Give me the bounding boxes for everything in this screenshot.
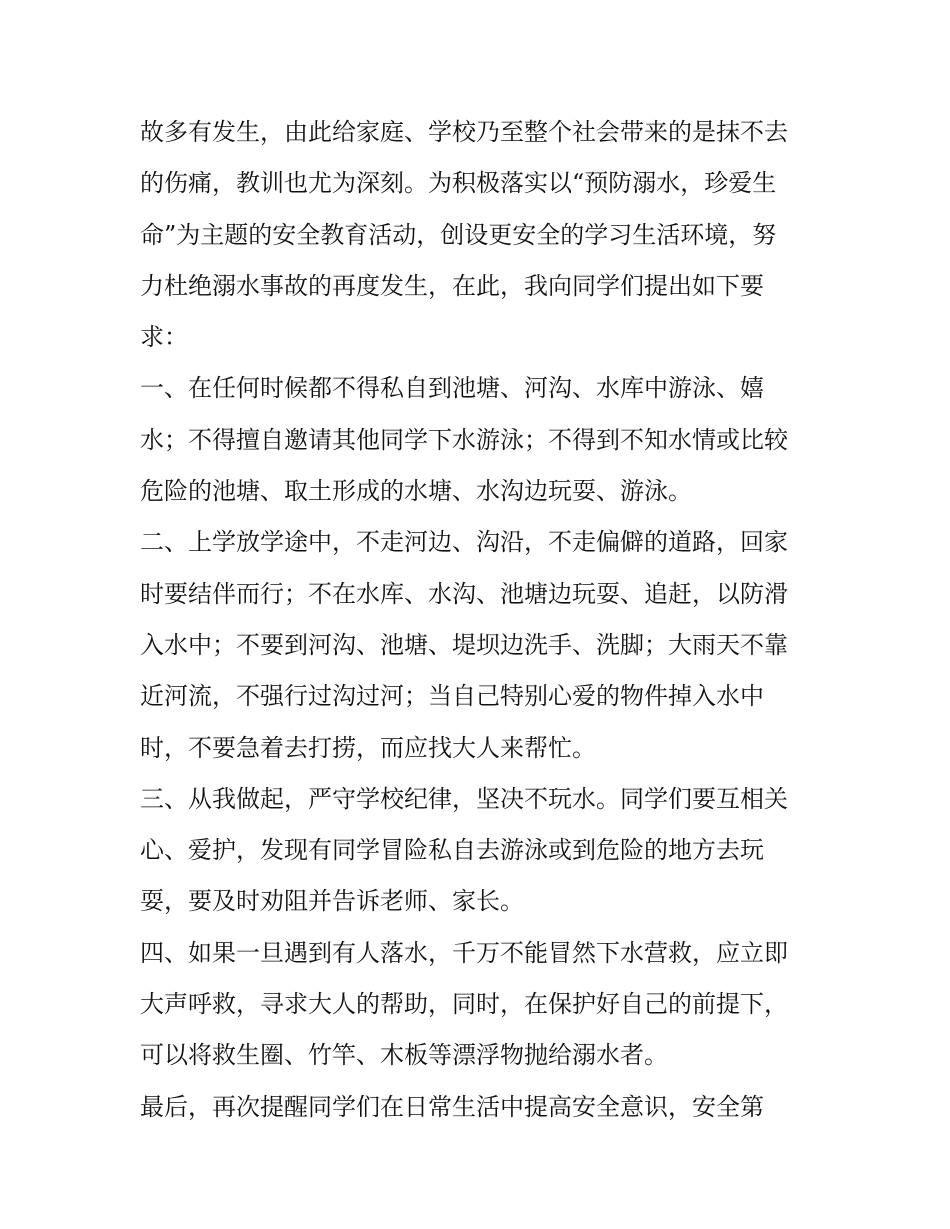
text-line: 最后，再次提醒同学们在日常生活中提高安全意识，安全第 xyxy=(140,1092,764,1121)
text-line: 故多有发生，由此给家庭、学校乃至整个社会带来的是抹不去 xyxy=(140,118,788,146)
text-line: 近河流，不强行过沟过河；当自己特别心爱的物件掉入水中 xyxy=(140,682,764,711)
text-line: 三、从我做起，严守学校纪律，坚决不玩水。同学们要互相关 xyxy=(140,784,788,813)
text-line: 大声呼救，寻求大人的帮助，同时，在保护好自己的前提下， xyxy=(140,990,788,1019)
text-line: 入水中；不要到河沟、池塘、堤坝边洗手、洗脚；大雨天不靠 xyxy=(140,630,788,659)
text-line: 水；不得擅自邀请其他同学下水游泳；不得到不知水情或比较 xyxy=(140,425,788,454)
text-line: 求： xyxy=(140,323,188,352)
text-line: 时要结伴而行；不在水库、水沟、池塘边玩耍、追赶，以防滑 xyxy=(140,579,788,608)
text-line: 命”为主题的安全教育活动，创设更安全的学习生活环境，努 xyxy=(140,220,777,249)
text-line: 力杜绝溺水事故的再度发生，在此，我向同学们提出如下要 xyxy=(140,271,764,300)
text-line: 危险的池塘、取土形成的水塘、水沟边玩耍、游泳。 xyxy=(140,477,692,506)
text-line: 一、在任何时候都不得私自到池塘、河沟、水库中游泳、嬉 xyxy=(140,374,764,403)
text-line: 的伤痛，教训也尤为深刻。为积极落实以“预防溺水，珍爱生 xyxy=(140,169,777,198)
text-line: 心、爱护，发现有同学冒险私自去游泳或到危险的地方去玩 xyxy=(140,836,764,865)
document-body xyxy=(140,107,820,1133)
text-line: 时，不要急着去打捞，而应找大人来帮忙。 xyxy=(140,733,596,762)
text-line: 耍，要及时劝阻并告诉老师、家长。 xyxy=(140,887,524,916)
text-line: 可以将救生圈、竹竿、木板等漂浮物抛给溺水者。 xyxy=(140,1041,668,1070)
text-line: 四、如果一旦遇到有人落水，千万不能冒然下水营救，应立即 xyxy=(140,938,788,967)
text-line: 二、上学放学途中，不走河边、沟沿，不走偏僻的道路，回家 xyxy=(140,528,788,557)
